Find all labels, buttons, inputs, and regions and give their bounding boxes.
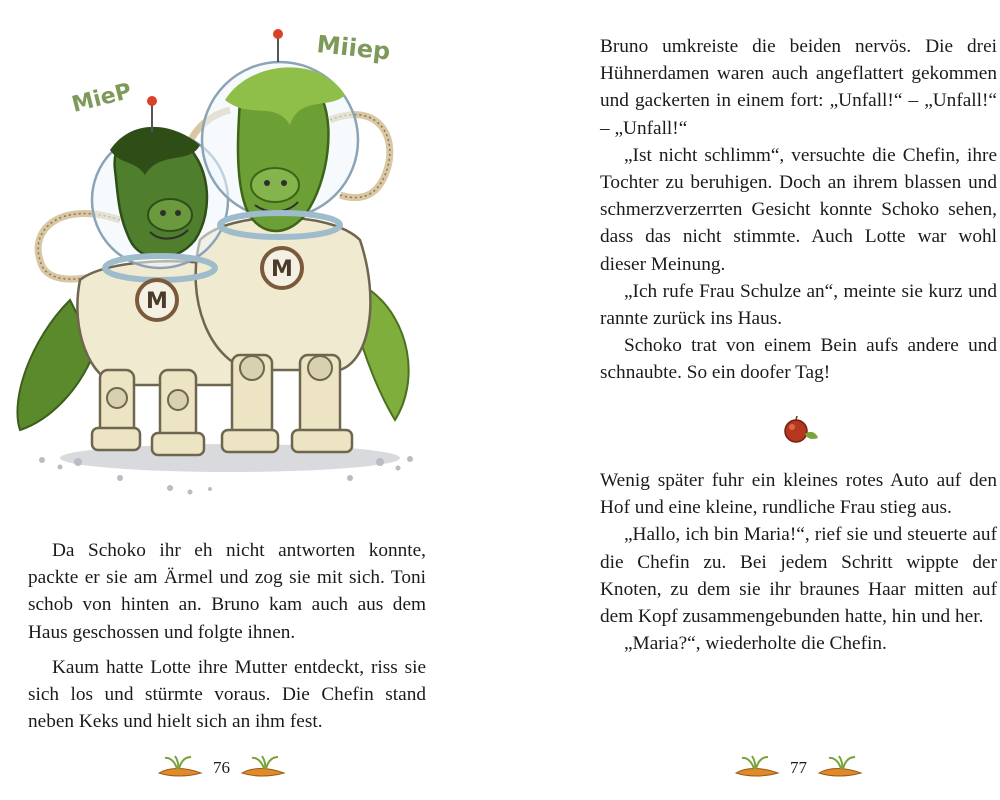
page-number: 76 bbox=[213, 758, 230, 777]
sfx-miep-left: MieP bbox=[69, 78, 135, 118]
badge-letter-left: M bbox=[146, 289, 168, 314]
page-footer-right bbox=[732, 748, 865, 788]
carrot-ornament-icon bbox=[155, 753, 205, 783]
paragraph: Da Schoko ihr eh nicht antworten konnte, packte er sie am Ärmel und zog sie mit sich. Toni schob von hinten an. Bruno kam auch aus dem Haus geschossen und folgte ihnen. bbox=[28, 540, 426, 643]
paragraph: Schoko trat von einem Bein aufs andere und schnaubte. So ein doofer Tag! bbox=[600, 335, 997, 384]
carrot-ornament-icon bbox=[732, 753, 782, 783]
page-footer-left bbox=[155, 748, 288, 788]
paragraph: Wenig später fuhr ein kleines rotes Auto auf den Hof und eine kleine, rundliche Frau stieg aus. bbox=[600, 470, 997, 519]
right-page-text-bottom bbox=[600, 467, 997, 657]
right-page bbox=[500, 0, 1000, 800]
paragraph: Bruno umkreiste die beiden nervös. Die drei Hühnerdamen waren auch angeflattert gekommen und gackerten in einem fort: „Unfall!“ – „Unfall!“ – „Unfall!“ bbox=[600, 36, 997, 139]
badge-letter-right: M bbox=[271, 257, 293, 282]
paragraph: Kaum hatte Lotte ihre Mutter entdeckt, riss sie sich los und stürmte voraus. Die Chefin stand neben Keks und hielt sich an ihm fest. bbox=[28, 656, 426, 733]
page-number: 77 bbox=[790, 758, 807, 777]
right-page-text-top bbox=[600, 33, 997, 387]
paragraph: „Ist nicht schlimm“, versuchte die Chefin, ihre Tochter zu beruhigen. Doch an ihrem blassen und schmerzverzerrten Gesicht konnte Schoko sehen, dass das nicht stimmte. Auch Lotte war wohl dieser Meinung. bbox=[600, 144, 997, 275]
apple-icon bbox=[776, 412, 826, 446]
left-page-text bbox=[28, 537, 426, 735]
space-ponies-illustration bbox=[0, 0, 500, 500]
sfx-miiep-right: Miiep bbox=[315, 30, 392, 66]
paragraph: „Hallo, ich bin Maria!“, rief sie und steuerte auf die Chefin zu. Bei jedem Schritt wippte der Knoten, zu dem sie ihr braunes Haar mitten auf dem Kopf zusammengebunden hatte, hin und her. bbox=[600, 524, 997, 628]
paragraph: „Ich rufe Frau Schulze an“, meinte sie kurz und rannte zurück ins Haus. bbox=[600, 280, 997, 330]
paragraph: „Maria?“, wiederholte die Chefin. bbox=[624, 633, 887, 655]
carrot-ornament-icon bbox=[815, 753, 865, 783]
carrot-ornament-icon bbox=[238, 753, 288, 783]
